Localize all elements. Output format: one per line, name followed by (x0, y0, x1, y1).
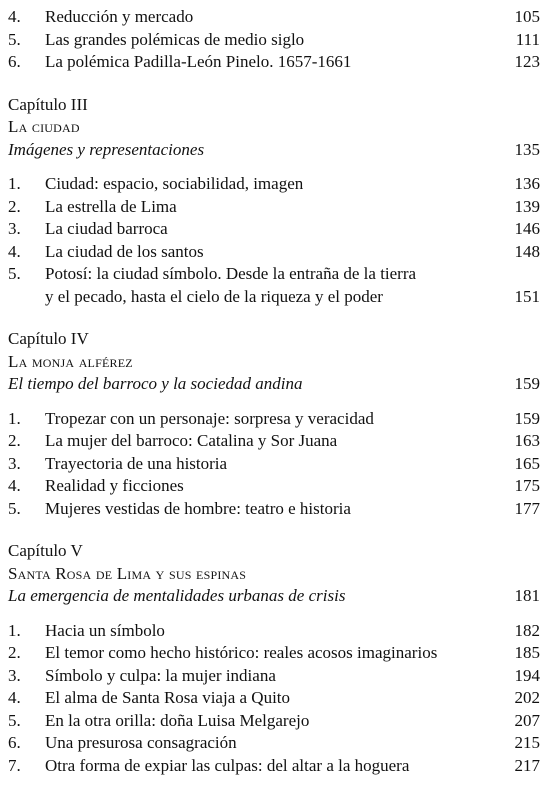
entry-number: 1. (8, 620, 21, 640)
toc-entry (8, 218, 540, 241)
chapter-subtitle-page: 181 (514, 586, 540, 605)
toc-entry (8, 710, 540, 733)
entry-page: 175 (514, 476, 540, 495)
chapter-label: Capítulo V (8, 541, 83, 560)
entry-page: 111 (515, 29, 540, 49)
entry-number: 1. (8, 174, 21, 193)
entry-title: El alma de Santa Rosa viaja a Quito (45, 688, 291, 707)
entry-title: En la otra orilla: doña Luisa Melgarejo (45, 710, 310, 730)
entry-number: 5. (8, 498, 21, 518)
toc-entry (8, 173, 540, 196)
chapter-5 (8, 540, 540, 777)
chapter-subtitle-page: 159 (514, 374, 540, 393)
toc-entry (8, 430, 540, 453)
toc-entry (8, 6, 540, 29)
chapter-subtitle: El tiempo del barroco y la sociedad andina (8, 374, 303, 393)
toc-entry (8, 29, 540, 52)
chapter-subtitle-row (8, 139, 540, 162)
entry-number: 4. (8, 476, 21, 495)
entry-title: La estrella de Lima (45, 196, 177, 216)
entry-page: 151 (514, 286, 540, 306)
entry-page: 207 (514, 710, 540, 730)
entry-number: 5. (8, 264, 21, 283)
toc-entry (8, 475, 540, 498)
entry-title: Ciudad: espacio, sociabilidad, imagen (45, 174, 304, 193)
toc-entry-continuation (8, 286, 540, 309)
entry-title: Reducción y mercado (45, 7, 194, 26)
chapter-3 (8, 94, 540, 309)
entry-number: 2. (8, 431, 21, 450)
entry-number: 4. (8, 241, 21, 261)
entry-number: 6. (8, 52, 21, 71)
entry-title: Símbolo y culpa: la mujer indiana (45, 665, 276, 685)
chapter-subtitle-page: 135 (514, 139, 540, 159)
chapter-label: Capítulo IV (8, 329, 89, 348)
entry-title: La ciudad barroca (45, 219, 168, 238)
toc-entry (8, 408, 540, 431)
toc-entry (8, 687, 540, 710)
entry-title: Las grandes polémicas de medio siglo (45, 29, 305, 49)
entry-title: Hacia un símbolo (45, 620, 165, 640)
entry-page: 105 (514, 7, 540, 26)
entry-title: La polémica Padilla-León Pinelo. 1657-1661 (45, 52, 352, 71)
entry-number: 5. (8, 29, 21, 49)
entry-page: 139 (514, 196, 540, 216)
entry-number: 3. (8, 219, 21, 238)
chapter-subtitle-row (8, 373, 540, 396)
entry-title-line-2: y el pecado, hasta el cielo de la riqueza y el poder (45, 286, 383, 306)
top-entries (8, 0, 540, 74)
toc-entry (8, 196, 540, 219)
entry-title: La mujer del barroco: Catalina y Sor Juana (45, 431, 338, 450)
entry-title-line-1: Potosí: la ciudad símbolo. Desde la entraña de la tierra (45, 264, 417, 283)
entry-title: Otra forma de expiar las culpas: del altar a la hoguera (45, 755, 410, 775)
chapter-title: La monja alférez (8, 351, 133, 371)
entry-page: 185 (514, 643, 540, 662)
entry-page: 194 (514, 665, 540, 685)
entry-page: 159 (514, 408, 540, 428)
toc-entry (8, 665, 540, 688)
toc-entry (8, 755, 540, 778)
entry-number: 4. (8, 7, 21, 26)
entry-number: 5. (8, 710, 21, 730)
toc-entry (8, 241, 540, 264)
toc-entry (8, 263, 540, 286)
entry-number: 7. (8, 755, 21, 775)
toc-entry (8, 732, 540, 755)
entry-page: 217 (514, 755, 540, 775)
toc-entry (8, 620, 540, 643)
entry-title: Realidad y ficciones (45, 476, 184, 495)
entry-number: 4. (8, 688, 21, 707)
entry-page: 202 (514, 688, 540, 707)
entry-number: 1. (8, 408, 21, 428)
entry-page: 182 (514, 620, 540, 640)
entry-number: 2. (8, 643, 21, 662)
entry-page: 165 (514, 453, 540, 473)
chapter-title: La ciudad (8, 117, 80, 136)
entry-page: 146 (514, 219, 540, 238)
table-of-contents (8, 0, 540, 777)
entry-page: 163 (514, 431, 540, 450)
entry-title: Tropezar con un personaje: sorpresa y veracidad (45, 408, 374, 428)
entry-page: 148 (514, 241, 540, 261)
toc-entry (8, 453, 540, 476)
entry-title: Mujeres vestidas de hombre: teatro e historia (45, 498, 351, 518)
entry-title: La ciudad de los santos (45, 241, 204, 261)
entry-number: 3. (8, 665, 21, 685)
toc-entry (8, 498, 540, 521)
chapter-subtitle-row (8, 585, 540, 608)
entry-page: 215 (514, 733, 540, 752)
toc-entry (8, 642, 540, 665)
entry-number: 6. (8, 733, 21, 752)
chapter-subtitle: La emergencia de mentalidades urbanas de crisis (8, 586, 346, 605)
entry-title: Una presurosa consagración (45, 733, 237, 752)
chapter-subtitle: Imágenes y representaciones (8, 139, 205, 159)
chapter-4 (8, 328, 540, 520)
entry-page: 136 (514, 174, 540, 193)
toc-entry (8, 51, 540, 74)
entry-title: El temor como hecho histórico: reales acosos imaginarios (45, 643, 438, 662)
entry-title: Trayectoria de una historia (45, 453, 228, 473)
entry-page: 123 (514, 52, 540, 71)
entry-number: 3. (8, 453, 21, 473)
chapter-label: Capítulo III (8, 94, 88, 114)
entry-number: 2. (8, 196, 21, 216)
entry-page: 177 (514, 498, 540, 518)
chapter-title: Santa Rosa de Lima y sus espinas (8, 563, 247, 583)
